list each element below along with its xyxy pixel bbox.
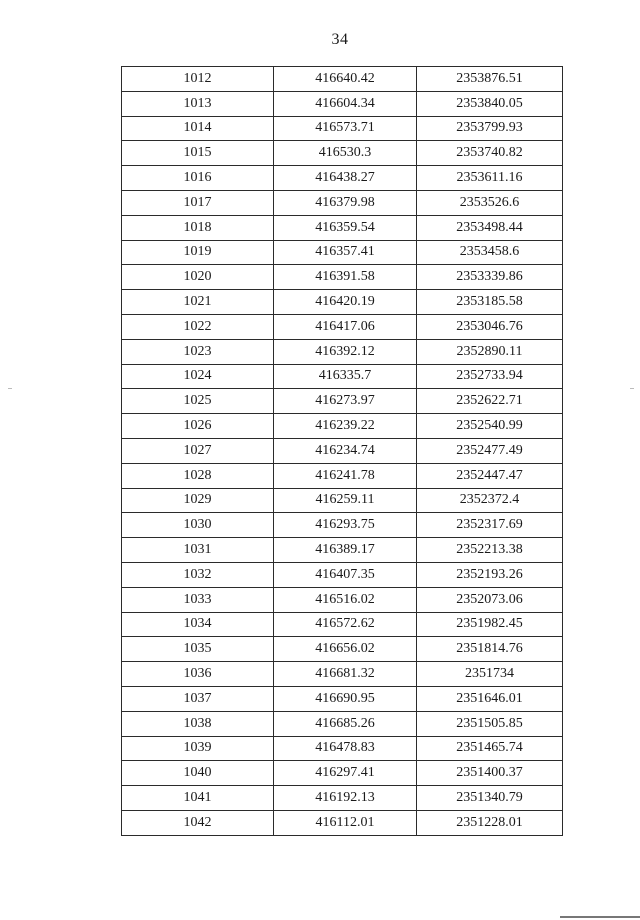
table-row	[122, 116, 563, 141]
point-number-cell: 1021	[122, 290, 274, 315]
point-number-cell: 1018	[122, 215, 274, 240]
x-coordinate-cell: 416112.01	[274, 810, 417, 835]
point-number-cell: 1031	[122, 538, 274, 563]
coordinates-table-body	[122, 67, 563, 836]
scan-bottom-edge	[560, 916, 640, 918]
x-coordinate-cell: 416391.58	[274, 265, 417, 290]
x-coordinate-cell: 416259.11	[274, 488, 417, 513]
table-row	[122, 612, 563, 637]
x-coordinate-cell: 416192.13	[274, 786, 417, 811]
x-coordinate-cell: 416573.71	[274, 116, 417, 141]
table-row	[122, 141, 563, 166]
point-number-cell: 1030	[122, 513, 274, 538]
point-number-cell: 1027	[122, 438, 274, 463]
y-coordinate-cell: 2353740.82	[417, 141, 563, 166]
table-row	[122, 810, 563, 835]
y-coordinate-cell: 2353611.16	[417, 166, 563, 191]
table-row	[122, 736, 563, 761]
y-coordinate-cell: 2352073.06	[417, 587, 563, 612]
table-row	[122, 67, 563, 92]
point-number-cell: 1014	[122, 116, 274, 141]
point-number-cell: 1032	[122, 562, 274, 587]
point-number-cell: 1029	[122, 488, 274, 513]
y-coordinate-cell: 2351400.37	[417, 761, 563, 786]
table-row	[122, 364, 563, 389]
y-coordinate-cell: 2351465.74	[417, 736, 563, 761]
y-coordinate-cell: 2353840.05	[417, 91, 563, 116]
x-coordinate-cell: 416273.97	[274, 389, 417, 414]
table-row	[122, 265, 563, 290]
x-coordinate-cell: 416690.95	[274, 686, 417, 711]
y-coordinate-cell: 2352622.71	[417, 389, 563, 414]
point-number-cell: 1019	[122, 240, 274, 265]
table-row	[122, 637, 563, 662]
y-coordinate-cell: 2352540.99	[417, 414, 563, 439]
y-coordinate-cell: 2352372.4	[417, 488, 563, 513]
point-number-cell: 1020	[122, 265, 274, 290]
point-number-cell: 1037	[122, 686, 274, 711]
point-number-cell: 1013	[122, 91, 274, 116]
y-coordinate-cell: 2351505.85	[417, 711, 563, 736]
table-row	[122, 686, 563, 711]
point-number-cell: 1034	[122, 612, 274, 637]
x-coordinate-cell: 416241.78	[274, 463, 417, 488]
x-coordinate-cell: 416239.22	[274, 414, 417, 439]
y-coordinate-cell: 2351340.79	[417, 786, 563, 811]
table-row	[122, 463, 563, 488]
y-coordinate-cell: 2353526.6	[417, 190, 563, 215]
table-row	[122, 240, 563, 265]
table-row	[122, 389, 563, 414]
y-coordinate-cell: 2351982.45	[417, 612, 563, 637]
point-number-cell: 1042	[122, 810, 274, 835]
point-number-cell: 1023	[122, 339, 274, 364]
scan-edge-mark-left	[8, 388, 12, 389]
x-coordinate-cell: 416392.12	[274, 339, 417, 364]
x-coordinate-cell: 416293.75	[274, 513, 417, 538]
y-coordinate-cell: 2353876.51	[417, 67, 563, 92]
y-coordinate-cell: 2353046.76	[417, 314, 563, 339]
table-row	[122, 513, 563, 538]
y-coordinate-cell: 2351646.01	[417, 686, 563, 711]
point-number-cell: 1033	[122, 587, 274, 612]
table-row	[122, 662, 563, 687]
point-number-cell: 1012	[122, 67, 274, 92]
y-coordinate-cell: 2352477.49	[417, 438, 563, 463]
point-number-cell: 1026	[122, 414, 274, 439]
x-coordinate-cell: 416681.32	[274, 662, 417, 687]
point-number-cell: 1022	[122, 314, 274, 339]
y-coordinate-cell: 2353799.93	[417, 116, 563, 141]
y-coordinate-cell: 2351814.76	[417, 637, 563, 662]
x-coordinate-cell: 416685.26	[274, 711, 417, 736]
y-coordinate-cell: 2352890.11	[417, 339, 563, 364]
y-coordinate-cell: 2353339.86	[417, 265, 563, 290]
y-coordinate-cell: 2353458.6	[417, 240, 563, 265]
x-coordinate-cell: 416234.74	[274, 438, 417, 463]
point-number-cell: 1017	[122, 190, 274, 215]
point-number-cell: 1040	[122, 761, 274, 786]
table-row	[122, 290, 563, 315]
x-coordinate-cell: 416357.41	[274, 240, 417, 265]
y-coordinate-cell: 2351734	[417, 662, 563, 687]
x-coordinate-cell: 416407.35	[274, 562, 417, 587]
table-row	[122, 314, 563, 339]
x-coordinate-cell: 416379.98	[274, 190, 417, 215]
point-number-cell: 1036	[122, 662, 274, 687]
scan-edge-mark-right	[630, 388, 634, 389]
table-row	[122, 786, 563, 811]
x-coordinate-cell: 416417.06	[274, 314, 417, 339]
x-coordinate-cell: 416516.02	[274, 587, 417, 612]
point-number-cell: 1041	[122, 786, 274, 811]
table-row	[122, 711, 563, 736]
table-row	[122, 339, 563, 364]
table-row	[122, 562, 563, 587]
y-coordinate-cell: 2352733.94	[417, 364, 563, 389]
point-number-cell: 1016	[122, 166, 274, 191]
x-coordinate-cell: 416478.83	[274, 736, 417, 761]
x-coordinate-cell: 416530.3	[274, 141, 417, 166]
point-number-cell: 1015	[122, 141, 274, 166]
y-coordinate-cell: 2352213.38	[417, 538, 563, 563]
y-coordinate-cell: 2353498.44	[417, 215, 563, 240]
point-number-cell: 1028	[122, 463, 274, 488]
x-coordinate-cell: 416335.7	[274, 364, 417, 389]
page-number: 34	[331, 31, 349, 48]
table-row	[122, 91, 563, 116]
x-coordinate-cell: 416572.62	[274, 612, 417, 637]
x-coordinate-cell: 416420.19	[274, 290, 417, 315]
table-row	[122, 488, 563, 513]
coordinates-table	[121, 66, 563, 836]
table-row	[122, 166, 563, 191]
table-row	[122, 414, 563, 439]
point-number-cell: 1025	[122, 389, 274, 414]
point-number-cell: 1024	[122, 364, 274, 389]
point-number-cell: 1035	[122, 637, 274, 662]
x-coordinate-cell: 416640.42	[274, 67, 417, 92]
y-coordinate-cell: 2352447.47	[417, 463, 563, 488]
point-number-cell: 1038	[122, 711, 274, 736]
y-coordinate-cell: 2351228.01	[417, 810, 563, 835]
x-coordinate-cell: 416389.17	[274, 538, 417, 563]
y-coordinate-cell: 2353185.58	[417, 290, 563, 315]
y-coordinate-cell: 2352317.69	[417, 513, 563, 538]
x-coordinate-cell: 416297.41	[274, 761, 417, 786]
x-coordinate-cell: 416438.27	[274, 166, 417, 191]
y-coordinate-cell: 2352193.26	[417, 562, 563, 587]
table-row	[122, 215, 563, 240]
table-row	[122, 190, 563, 215]
x-coordinate-cell: 416359.54	[274, 215, 417, 240]
table-row	[122, 761, 563, 786]
x-coordinate-cell: 416604.34	[274, 91, 417, 116]
x-coordinate-cell: 416656.02	[274, 637, 417, 662]
point-number-cell: 1039	[122, 736, 274, 761]
table-row	[122, 538, 563, 563]
table-row	[122, 438, 563, 463]
table-row	[122, 587, 563, 612]
